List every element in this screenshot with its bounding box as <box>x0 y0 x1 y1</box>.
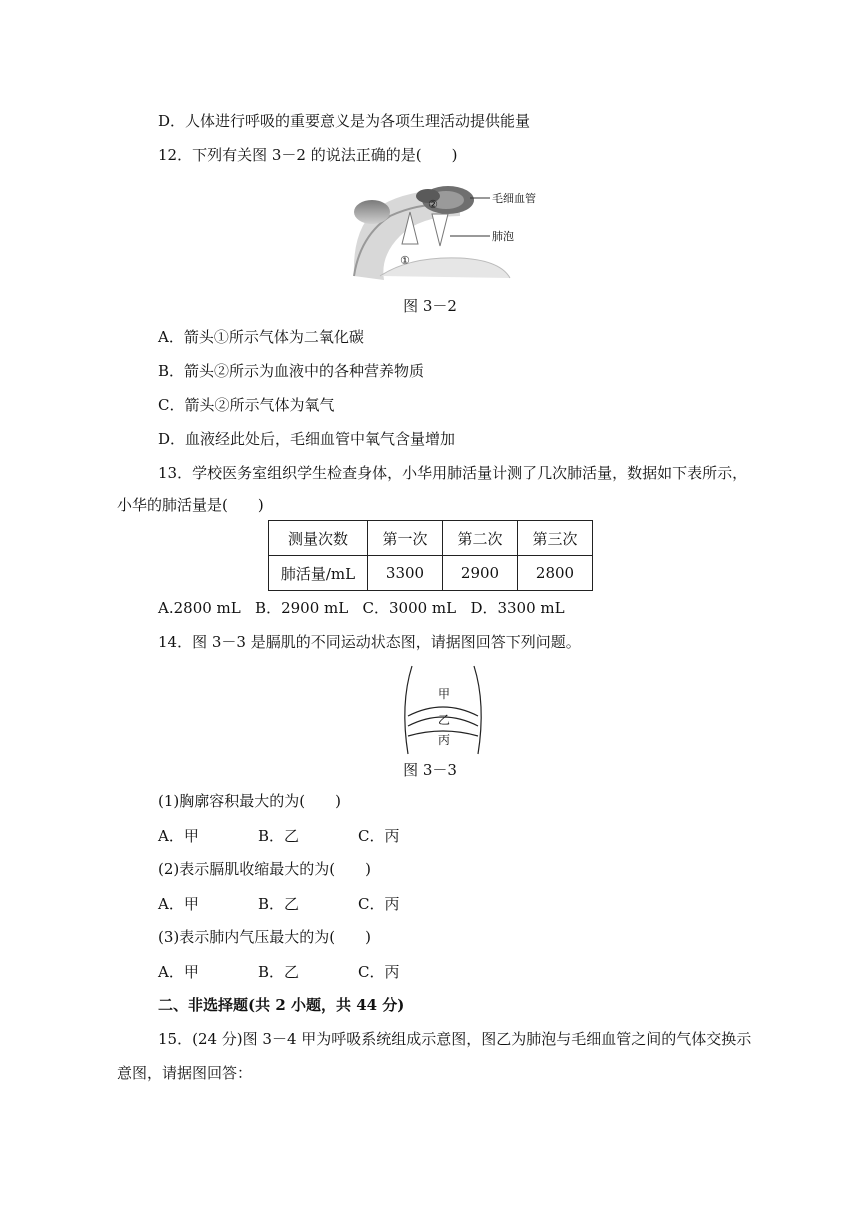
q14-sub1-option-c: C．丙 <box>358 827 400 845</box>
marker-2: ② <box>428 198 438 211</box>
q14-sub3-option-c: C．丙 <box>358 963 400 981</box>
q15-stem-line1: 15．(24 分)图 3－4 甲为呼吸系统组成示意图，图乙为肺泡与毛细血管之间的气体交换示 <box>158 1030 752 1048</box>
table-row-label: 肺活量/mL <box>269 556 368 591</box>
q12-option-c: C．箭头②所示气体为氧气 <box>158 396 335 414</box>
figure-3-2-caption: 图 3－2 <box>403 297 457 315</box>
q14-sub2-option-a: A．甲 <box>158 895 199 913</box>
q13-option-c: C．3000 mL <box>362 599 457 617</box>
q12-option-a: A．箭头①所示气体为二氧化碳 <box>158 328 364 346</box>
q13-stem-line2: 小华的肺活量是( ) <box>117 496 264 514</box>
table-header-cell: 第二次 <box>443 521 518 556</box>
alveolus-capillary-illustration <box>350 186 550 282</box>
q14-sub2-option-b: B．乙 <box>258 895 300 913</box>
q12-option-b: B．箭头②所示为血液中的各种营养物质 <box>158 362 425 380</box>
table-cell: 2800 <box>518 556 593 591</box>
q14-sub2-stem: (2)表示膈肌收缩最大的为( ) <box>158 860 371 878</box>
q11-option-d: D．人体进行呼吸的重要意义是为各项生理活动提供能量 <box>158 112 531 130</box>
q14-sub2-option-c: C．丙 <box>358 895 400 913</box>
table-header-cell: 第三次 <box>518 521 593 556</box>
diaphragm-diagram <box>398 664 488 756</box>
q14-sub3-stem: (3)表示肺内气压最大的为( ) <box>158 928 371 946</box>
q12-option-d: D．血液经此处后，毛细血管中氧气含量增加 <box>158 430 456 448</box>
figure-3-3-caption: 图 3－3 <box>403 761 457 779</box>
q14-sub1-option-b: B．乙 <box>258 827 300 845</box>
q13-options <box>158 598 565 618</box>
figure-3-2 <box>350 186 550 282</box>
table-cell: 3300 <box>368 556 443 591</box>
q13-option-d: D．3300 mL <box>470 599 565 617</box>
q13-stem-line1: 13．学校医务室组织学生检查身体，小华用肺活量计测了几次肺活量，数据如下表所示， <box>158 464 748 482</box>
q14-sub1-option-a: A．甲 <box>158 827 199 845</box>
label-yi: 乙 <box>438 713 451 727</box>
q12-stem: 12．下列有关图 3－2 的说法正确的是( ) <box>158 146 458 164</box>
section-heading: 二、非选择题(共 2 小题，共 44 分) <box>158 996 405 1014</box>
vital-capacity-table <box>268 520 593 591</box>
table-row <box>269 521 593 556</box>
q14-sub3-option-a: A．甲 <box>158 963 199 981</box>
q14-stem: 14．图 3－3 是膈肌的不同运动状态图，请据图回答下列问题。 <box>158 633 581 651</box>
label-jia: 甲 <box>438 687 451 701</box>
q15-stem-line2: 意图，请据图回答： <box>117 1064 253 1082</box>
q13-option-b: B．2900 mL <box>255 599 349 617</box>
table-cell: 2900 <box>443 556 518 591</box>
table-row <box>269 556 593 591</box>
marker-1: ① <box>400 254 410 267</box>
label-alveolus: 肺泡 <box>492 230 514 243</box>
label-capillary: 毛细血管 <box>492 192 536 205</box>
q14-sub3-option-b: B．乙 <box>258 963 300 981</box>
q13-option-a: A.2800 mL <box>158 599 241 617</box>
table-header-cell: 第一次 <box>368 521 443 556</box>
q14-sub1-stem: (1)胸廓容积最大的为( ) <box>158 792 341 810</box>
figure-3-3 <box>398 664 488 756</box>
table-header-cell: 测量次数 <box>269 521 368 556</box>
label-bing: 丙 <box>438 733 451 747</box>
